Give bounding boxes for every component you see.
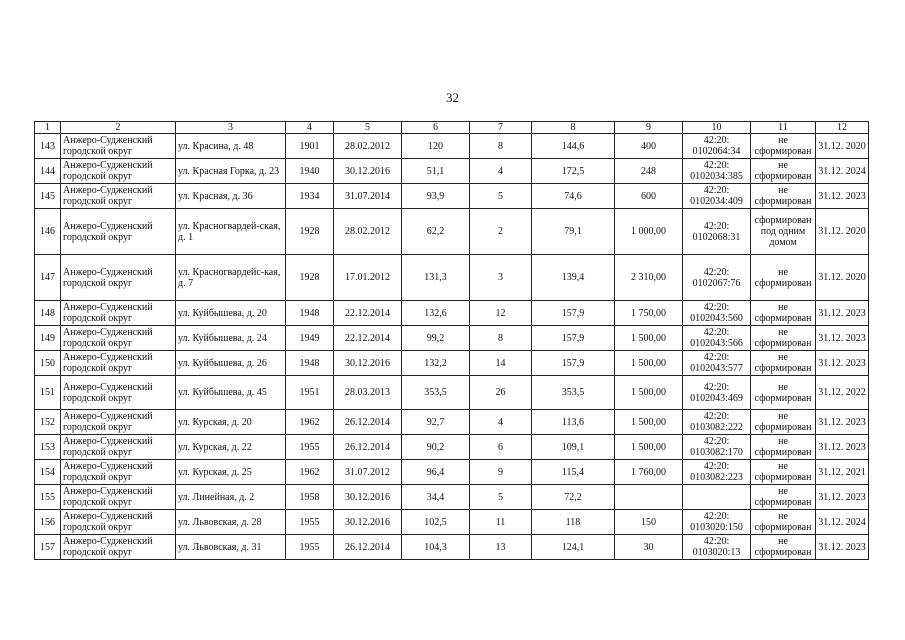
municipality-cell: Анжеро-Судженский городской округ [61, 510, 176, 535]
total-area-cell: 144,6 [532, 134, 615, 159]
residents-cell: 13 [470, 535, 532, 560]
residents-cell: 5 [470, 485, 532, 510]
date-cell: 31.07.2014 [334, 184, 402, 209]
cadastral-number-cell: 42:20: 0102034:409 [683, 184, 751, 209]
year-built-cell: 1901 [286, 134, 334, 159]
municipality-cell: Анжеро-Судженский городской округ [61, 460, 176, 485]
deadline-cell: 31.12. 2023 [816, 535, 869, 560]
plot-area-cell: 1 500,00 [615, 376, 683, 410]
residents-cell: 9 [470, 460, 532, 485]
row-number: 152 [35, 410, 61, 435]
residents-cell: 26 [470, 376, 532, 410]
plot-area-cell: 1 750,00 [615, 301, 683, 326]
deadline-cell: 31.12. 2024 [816, 159, 869, 184]
plot-status-cell: не сформирован [751, 301, 816, 326]
residents-cell: 3 [470, 255, 532, 301]
cadastral-number-cell: 42:20: 0103020:13 [683, 535, 751, 560]
municipality-cell: Анжеро-Судженский городской округ [61, 209, 176, 255]
address-cell: ул. Куйбышева, д. 26 [176, 351, 286, 376]
address-cell: ул. Красногвардейс-кая, д. 7 [176, 255, 286, 301]
address-cell: ул. Куйбышева, д. 24 [176, 326, 286, 351]
table-row [35, 326, 869, 351]
municipality-cell: Анжеро-Судженский городской округ [61, 435, 176, 460]
date-cell: 26.12.2014 [334, 535, 402, 560]
year-built-cell: 1962 [286, 410, 334, 435]
row-number: 145 [35, 184, 61, 209]
table-row [35, 209, 869, 255]
plot-status-cell: сформирован под одним домом [751, 209, 816, 255]
plot-status-cell: не сформирован [751, 255, 816, 301]
plot-status-cell: не сформирован [751, 410, 816, 435]
area-cell: 51,1 [402, 159, 470, 184]
plot-area-cell: 150 [615, 510, 683, 535]
date-cell: 30.12.2016 [334, 510, 402, 535]
plot-status-cell: не сформирован [751, 485, 816, 510]
municipality-cell: Анжеро-Судженский городской округ [61, 485, 176, 510]
plot-status-cell: не сформирован [751, 435, 816, 460]
area-cell: 132,6 [402, 301, 470, 326]
cadastral-number-cell: 42:20: 0102067:76 [683, 255, 751, 301]
column-header: 3 [176, 122, 286, 134]
row-number: 155 [35, 485, 61, 510]
year-built-cell: 1948 [286, 301, 334, 326]
plot-area-cell: 1 500,00 [615, 351, 683, 376]
row-number: 143 [35, 134, 61, 159]
residents-cell: 8 [470, 134, 532, 159]
plot-status-cell: не сформирован [751, 184, 816, 209]
plot-area-cell: 30 [615, 535, 683, 560]
date-cell: 28.02.2012 [334, 134, 402, 159]
table-row [35, 410, 869, 435]
year-built-cell: 1962 [286, 460, 334, 485]
row-number: 156 [35, 510, 61, 535]
date-cell: 26.12.2014 [334, 410, 402, 435]
deadline-cell: 31.12. 2023 [816, 410, 869, 435]
plot-area-cell: 248 [615, 159, 683, 184]
deadline-cell: 31.12. 2020 [816, 209, 869, 255]
page-number: 32 [446, 90, 459, 105]
total-area-cell: 157,9 [532, 326, 615, 351]
plot-area-cell [615, 485, 683, 510]
deadline-cell: 31.12. 2023 [816, 301, 869, 326]
area-cell: 93,9 [402, 184, 470, 209]
table-row [35, 351, 869, 376]
plot-status-cell: не сформирован [751, 134, 816, 159]
total-area-cell: 353,5 [532, 376, 615, 410]
row-number: 153 [35, 435, 61, 460]
year-built-cell: 1955 [286, 535, 334, 560]
area-cell: 104,3 [402, 535, 470, 560]
residents-cell: 5 [470, 184, 532, 209]
total-area-cell: 118 [532, 510, 615, 535]
area-cell: 92,7 [402, 410, 470, 435]
column-header: 7 [470, 122, 532, 134]
deadline-cell: 31.12. 2023 [816, 184, 869, 209]
residents-cell: 2 [470, 209, 532, 255]
row-number: 151 [35, 376, 61, 410]
date-cell: 17.01.2012 [334, 255, 402, 301]
plot-status-cell: не сформирован [751, 460, 816, 485]
total-area-cell: 109,1 [532, 435, 615, 460]
area-cell: 132,2 [402, 351, 470, 376]
year-built-cell: 1958 [286, 485, 334, 510]
cadastral-number-cell: 42:20: 0103082:222 [683, 410, 751, 435]
plot-area-cell: 1 500,00 [615, 435, 683, 460]
residents-cell: 12 [470, 301, 532, 326]
deadline-cell: 31.12. 2023 [816, 326, 869, 351]
area-cell: 102,5 [402, 510, 470, 535]
plot-area-cell: 1 000,00 [615, 209, 683, 255]
area-cell: 96,4 [402, 460, 470, 485]
table-row [35, 134, 869, 159]
cadastral-number-cell: 42:20: 0103082:223 [683, 460, 751, 485]
plot-area-cell: 1 760,00 [615, 460, 683, 485]
year-built-cell: 1948 [286, 351, 334, 376]
area-cell: 90,2 [402, 435, 470, 460]
total-area-cell: 115,4 [532, 460, 615, 485]
address-cell: ул. Красногвардей-ская, д. 1 [176, 209, 286, 255]
area-cell: 34,4 [402, 485, 470, 510]
date-cell: 30.12.2016 [334, 159, 402, 184]
total-area-cell: 72,2 [532, 485, 615, 510]
residents-cell: 11 [470, 510, 532, 535]
residents-cell: 14 [470, 351, 532, 376]
residents-cell: 8 [470, 326, 532, 351]
date-cell: 22.12.2014 [334, 326, 402, 351]
table-row [35, 184, 869, 209]
residents-cell: 4 [470, 159, 532, 184]
date-cell: 26.12.2014 [334, 435, 402, 460]
total-area-cell: 74,6 [532, 184, 615, 209]
cadastral-number-cell: 42:20: 0102064:34 [683, 134, 751, 159]
cadastral-number-cell: 42:20: 0102043:469 [683, 376, 751, 410]
cadastral-number-cell [683, 485, 751, 510]
residents-cell: 4 [470, 410, 532, 435]
plot-status-cell: не сформирован [751, 510, 816, 535]
plot-area-cell: 1 500,00 [615, 410, 683, 435]
date-cell: 31.07.2012 [334, 460, 402, 485]
table-row [35, 460, 869, 485]
column-header: 9 [615, 122, 683, 134]
table-row [35, 435, 869, 460]
plot-area-cell: 1 500,00 [615, 326, 683, 351]
table-body [35, 122, 869, 560]
date-cell: 28.03.2013 [334, 376, 402, 410]
residents-cell: 6 [470, 435, 532, 460]
total-area-cell: 139,4 [532, 255, 615, 301]
address-cell: ул. Красная, д. 36 [176, 184, 286, 209]
address-cell: ул. Львовская, д. 28 [176, 510, 286, 535]
plot-status-cell: не сформирован [751, 159, 816, 184]
address-cell: ул. Куйбышева, д. 45 [176, 376, 286, 410]
municipality-cell: Анжеро-Судженский городской округ [61, 159, 176, 184]
municipality-cell: Анжеро-Судженский городской округ [61, 301, 176, 326]
plot-status-cell: не сформирован [751, 326, 816, 351]
column-header: 10 [683, 122, 751, 134]
column-header: 1 [35, 122, 61, 134]
year-built-cell: 1928 [286, 255, 334, 301]
cadastral-number-cell: 42:20: 0102043:577 [683, 351, 751, 376]
year-built-cell: 1949 [286, 326, 334, 351]
municipality-cell: Анжеро-Судженский городской округ [61, 326, 176, 351]
date-cell: 22.12.2014 [334, 301, 402, 326]
address-cell: ул. Линейная, д. 2 [176, 485, 286, 510]
date-cell: 30.12.2016 [334, 351, 402, 376]
date-cell: 28.02.2012 [334, 209, 402, 255]
row-number: 157 [35, 535, 61, 560]
row-number: 148 [35, 301, 61, 326]
deadline-cell: 31.12. 2020 [816, 134, 869, 159]
row-number: 150 [35, 351, 61, 376]
municipality-cell: Анжеро-Судженский городской округ [61, 134, 176, 159]
column-header: 5 [334, 122, 402, 134]
row-number: 154 [35, 460, 61, 485]
total-area-cell: 157,9 [532, 351, 615, 376]
total-area-cell: 79,1 [532, 209, 615, 255]
cadastral-number-cell: 42:20: 0102034:385 [683, 159, 751, 184]
address-cell: ул. Курская, д. 20 [176, 410, 286, 435]
year-built-cell: 1934 [286, 184, 334, 209]
area-cell: 62,2 [402, 209, 470, 255]
year-built-cell: 1951 [286, 376, 334, 410]
row-number: 147 [35, 255, 61, 301]
column-number-row [35, 122, 869, 134]
year-built-cell: 1955 [286, 510, 334, 535]
municipality-cell: Анжеро-Судженский городской округ [61, 351, 176, 376]
total-area-cell: 113,6 [532, 410, 615, 435]
row-number: 146 [35, 209, 61, 255]
table-row [35, 159, 869, 184]
table-row [35, 510, 869, 535]
table-row [35, 376, 869, 410]
total-area-cell: 172,5 [532, 159, 615, 184]
table-row [35, 255, 869, 301]
municipality-cell: Анжеро-Судженский городской округ [61, 410, 176, 435]
plot-area-cell: 400 [615, 134, 683, 159]
total-area-cell: 124,1 [532, 535, 615, 560]
area-cell: 353,5 [402, 376, 470, 410]
plot-area-cell: 600 [615, 184, 683, 209]
year-built-cell: 1955 [286, 435, 334, 460]
cadastral-number-cell: 42:20: 0103082:170 [683, 435, 751, 460]
column-header: 4 [286, 122, 334, 134]
cadastral-number-cell: 42:20: 0103020:150 [683, 510, 751, 535]
cadastral-number-cell: 42:20: 0102043:560 [683, 301, 751, 326]
cadastral-number-cell: 42:20: 0102068:31 [683, 209, 751, 255]
area-cell: 131,3 [402, 255, 470, 301]
row-number: 144 [35, 159, 61, 184]
column-header: 8 [532, 122, 615, 134]
address-cell: ул. Куйбышева, д. 20 [176, 301, 286, 326]
deadline-cell: 31.12. 2023 [816, 435, 869, 460]
municipality-cell: Анжеро-Судженский городской округ [61, 255, 176, 301]
address-cell: ул. Курская, д. 22 [176, 435, 286, 460]
municipality-cell: Анжеро-Судженский городской округ [61, 184, 176, 209]
column-header: 6 [402, 122, 470, 134]
column-header: 12 [816, 122, 869, 134]
plot-area-cell: 2 310,00 [615, 255, 683, 301]
address-cell: ул. Курская, д. 25 [176, 460, 286, 485]
deadline-cell: 31.12. 2021 [816, 460, 869, 485]
table-row [35, 535, 869, 560]
table-row [35, 301, 869, 326]
column-header: 11 [751, 122, 816, 134]
deadline-cell: 31.12. 2020 [816, 255, 869, 301]
deadline-cell: 31.12. 2023 [816, 351, 869, 376]
date-cell: 30.12.2016 [334, 485, 402, 510]
address-cell: ул. Красная Горка, д. 23 [176, 159, 286, 184]
municipality-cell: Анжеро-Судженский городской округ [61, 376, 176, 410]
deadline-cell: 31.12. 2023 [816, 485, 869, 510]
address-cell: ул. Красина, д. 48 [176, 134, 286, 159]
column-header: 2 [61, 122, 176, 134]
table-row [35, 485, 869, 510]
plot-status-cell: не сформирован [751, 376, 816, 410]
plot-status-cell: не сформирован [751, 351, 816, 376]
year-built-cell: 1928 [286, 209, 334, 255]
municipality-cell: Анжеро-Судженский городской округ [61, 535, 176, 560]
deadline-cell: 31.12. 2024 [816, 510, 869, 535]
cadastral-number-cell: 42:20: 0102043:566 [683, 326, 751, 351]
row-number: 149 [35, 326, 61, 351]
total-area-cell: 157,9 [532, 301, 615, 326]
deadline-cell: 31.12. 2022 [816, 376, 869, 410]
year-built-cell: 1940 [286, 159, 334, 184]
housing-register-table [34, 121, 869, 560]
plot-status-cell: не сформирован [751, 535, 816, 560]
area-cell: 120 [402, 134, 470, 159]
address-cell: ул. Львовская, д. 31 [176, 535, 286, 560]
area-cell: 99,2 [402, 326, 470, 351]
